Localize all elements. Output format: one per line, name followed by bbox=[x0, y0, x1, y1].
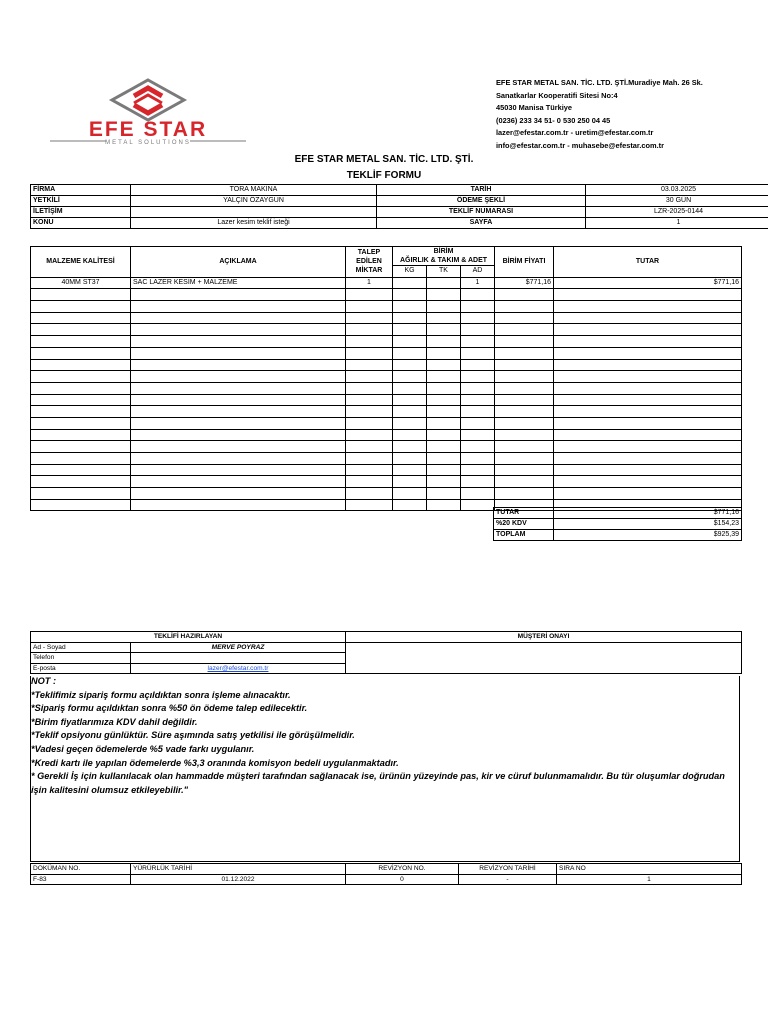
total-value: $771,16 bbox=[554, 508, 742, 519]
empty-cell bbox=[461, 406, 495, 418]
yetkili-label: YETKİLİ bbox=[31, 196, 131, 207]
yururluk-value: 01.12.2022 bbox=[131, 874, 346, 885]
item-miktar: 1 bbox=[346, 277, 393, 289]
header-kalite: MALZEME KALİTESİ bbox=[31, 247, 131, 278]
empty-table-row bbox=[31, 324, 742, 336]
empty-table-row bbox=[31, 347, 742, 359]
empty-cell bbox=[427, 476, 461, 488]
odeme-label: ÖDEME ŞEKLİ bbox=[377, 196, 586, 207]
empty-table-row bbox=[31, 382, 742, 394]
empty-cell bbox=[495, 301, 554, 313]
empty-cell bbox=[31, 324, 131, 336]
empty-cell bbox=[131, 417, 346, 429]
grand-total-value: $925,39 bbox=[554, 530, 742, 541]
sayfa-label: SAYFA bbox=[377, 218, 586, 229]
iletisim-value bbox=[131, 207, 377, 218]
empty-cell bbox=[393, 441, 427, 453]
empty-cell bbox=[131, 371, 346, 383]
prepared-email-link[interactable]: lazer@efestar.com.tr bbox=[207, 665, 269, 673]
total-label: TUTAR bbox=[494, 508, 554, 519]
note-item: *Birim fiyatlarımıza KDV dahil değildir. bbox=[31, 716, 198, 727]
name-label: Ad - Soyad bbox=[31, 642, 131, 653]
item-tk bbox=[427, 277, 461, 289]
rev-tarih-value: - bbox=[459, 874, 557, 885]
logo-mark bbox=[112, 80, 184, 120]
document-title: TEKLİF FORMU bbox=[346, 170, 422, 181]
empty-cell bbox=[31, 371, 131, 383]
empty-cell bbox=[131, 382, 346, 394]
empty-cell bbox=[393, 324, 427, 336]
empty-cell bbox=[393, 488, 427, 500]
empty-cell bbox=[393, 347, 427, 359]
empty-cell bbox=[427, 359, 461, 371]
empty-table-row bbox=[31, 476, 742, 488]
empty-cell bbox=[346, 394, 393, 406]
empty-table-row bbox=[31, 312, 742, 324]
company-emails: lazer@efestar.com.tr - uretim@efestar.com.tr bbox=[496, 128, 654, 138]
company-line: Sanatkarlar Kooperatifi Sitesi No:4 bbox=[496, 90, 618, 100]
company-line: EFE STAR METAL SAN. TİC. LTD. ŞTİ.Muradiye Mah. 26 Sk. bbox=[496, 78, 703, 87]
empty-cell bbox=[393, 499, 427, 511]
iletisim-label: İLETİŞİM bbox=[31, 207, 131, 218]
empty-cell bbox=[31, 453, 131, 465]
empty-cell bbox=[31, 312, 131, 324]
empty-cell bbox=[495, 394, 554, 406]
empty-cell bbox=[131, 464, 346, 476]
empty-cell bbox=[393, 406, 427, 418]
empty-cell bbox=[495, 371, 554, 383]
empty-cell bbox=[495, 289, 554, 301]
logo-wordmark: EFE STAR bbox=[88, 118, 208, 141]
prepared-name: MERVE POYRAZ bbox=[131, 642, 346, 653]
empty-cell bbox=[393, 359, 427, 371]
empty-cell bbox=[346, 336, 393, 348]
empty-cell bbox=[131, 312, 346, 324]
tarih-label: TARİH bbox=[377, 185, 586, 196]
empty-cell bbox=[461, 371, 495, 383]
empty-table-row bbox=[31, 359, 742, 371]
header-aciklama: AÇIKLAMA bbox=[131, 247, 346, 278]
empty-cell bbox=[427, 417, 461, 429]
note-item: * Gerekli İş için kullanılacak olan hammadde müşteri tarafından sağlanacak ise, ürünün yüzeyinde pas, kir ve cüruf bulunmamalıdır. Bu tür oluşumlar doğrudan işin kalitesini olumsuz etkileyebilir." bbox=[31, 771, 725, 795]
empty-cell bbox=[427, 382, 461, 394]
company-address-block bbox=[496, 77, 756, 153]
empty-cell bbox=[31, 488, 131, 500]
doc-no-value: F-83 bbox=[31, 874, 131, 885]
empty-cell bbox=[554, 336, 742, 348]
item-birim-fiyati: $771,16 bbox=[495, 277, 554, 289]
empty-cell bbox=[31, 499, 131, 511]
konu-label: KONU bbox=[31, 218, 131, 229]
item-kg bbox=[393, 277, 427, 289]
empty-cell bbox=[495, 347, 554, 359]
empty-cell bbox=[554, 464, 742, 476]
empty-cell bbox=[346, 371, 393, 383]
empty-cell bbox=[131, 453, 346, 465]
header-talep: TALEP EDİLEN MİKTAR bbox=[346, 247, 393, 278]
empty-cell bbox=[346, 406, 393, 418]
empty-cell bbox=[393, 289, 427, 301]
empty-cell bbox=[427, 289, 461, 301]
empty-cell bbox=[393, 429, 427, 441]
empty-table-row bbox=[31, 394, 742, 406]
empty-cell bbox=[461, 417, 495, 429]
empty-cell bbox=[346, 464, 393, 476]
empty-cell bbox=[554, 453, 742, 465]
empty-cell bbox=[346, 289, 393, 301]
empty-cell bbox=[461, 441, 495, 453]
empty-table-row bbox=[31, 301, 742, 313]
empty-cell bbox=[346, 359, 393, 371]
empty-table-row bbox=[31, 488, 742, 500]
empty-cell bbox=[393, 476, 427, 488]
empty-cell bbox=[461, 312, 495, 324]
notes-section bbox=[31, 675, 739, 797]
doc-no-label: DOKÜMAN NO. bbox=[31, 864, 131, 875]
empty-cell bbox=[554, 347, 742, 359]
empty-cell bbox=[31, 476, 131, 488]
empty-cell bbox=[495, 453, 554, 465]
customer-approval-area bbox=[346, 642, 742, 674]
empty-cell bbox=[554, 371, 742, 383]
empty-cell bbox=[427, 499, 461, 511]
empty-table-row bbox=[31, 441, 742, 453]
empty-cell bbox=[495, 324, 554, 336]
vat-label: %20 KDV bbox=[494, 519, 554, 530]
empty-cell bbox=[346, 347, 393, 359]
empty-cell bbox=[495, 359, 554, 371]
firma-label: FİRMA bbox=[31, 185, 131, 196]
empty-cell bbox=[393, 453, 427, 465]
empty-cell bbox=[495, 406, 554, 418]
empty-cell bbox=[131, 429, 346, 441]
efe-star-logo bbox=[48, 76, 248, 148]
logo-tagline: METAL SOLUTIONS bbox=[105, 140, 191, 146]
empty-cell bbox=[554, 429, 742, 441]
empty-cell bbox=[461, 453, 495, 465]
empty-cell bbox=[346, 499, 393, 511]
empty-cell bbox=[393, 336, 427, 348]
grand-total-label: TOPLAM bbox=[494, 530, 554, 541]
header-birim-fiyati: BİRİM FİYATI bbox=[495, 247, 554, 278]
empty-cell bbox=[554, 476, 742, 488]
yetkili-value: YALÇIN ÖZAYGUN bbox=[131, 196, 377, 207]
empty-cell bbox=[554, 406, 742, 418]
empty-table-row bbox=[31, 464, 742, 476]
empty-cell bbox=[461, 289, 495, 301]
empty-cell bbox=[31, 359, 131, 371]
empty-cell bbox=[131, 336, 346, 348]
empty-cell bbox=[554, 441, 742, 453]
empty-cell bbox=[461, 394, 495, 406]
yururluk-label: YÜRÜRLÜK TARİHİ bbox=[131, 864, 346, 875]
header-kg: KG bbox=[393, 266, 427, 278]
empty-table-row bbox=[31, 429, 742, 441]
empty-cell bbox=[554, 312, 742, 324]
empty-cell bbox=[31, 417, 131, 429]
sira-value: 1 bbox=[557, 874, 742, 885]
empty-cell bbox=[393, 312, 427, 324]
item-aciklama: SAC LAZER KESİM + MALZEME bbox=[131, 277, 346, 289]
empty-cell bbox=[461, 429, 495, 441]
empty-cell bbox=[427, 406, 461, 418]
empty-cell bbox=[554, 417, 742, 429]
empty-cell bbox=[495, 312, 554, 324]
empty-cell bbox=[346, 417, 393, 429]
empty-cell bbox=[31, 301, 131, 313]
empty-cell bbox=[393, 394, 427, 406]
empty-table-row bbox=[31, 289, 742, 301]
empty-cell bbox=[131, 324, 346, 336]
empty-cell bbox=[427, 394, 461, 406]
document-footer-table bbox=[30, 863, 742, 885]
empty-cell bbox=[31, 347, 131, 359]
table-row bbox=[31, 277, 742, 289]
empty-cell bbox=[427, 429, 461, 441]
note-item: *Sipariş formu açıldıktan sonra %50 ön ödeme talep edilecektir. bbox=[31, 703, 308, 714]
empty-cell bbox=[31, 289, 131, 301]
empty-cell bbox=[393, 382, 427, 394]
empty-table-row bbox=[31, 406, 742, 418]
approval-title: MÜŞTERİ ONAYI bbox=[346, 632, 742, 643]
empty-table-row bbox=[31, 453, 742, 465]
quote-info-table bbox=[30, 184, 768, 229]
empty-cell bbox=[554, 289, 742, 301]
empty-cell bbox=[346, 488, 393, 500]
empty-cell bbox=[427, 301, 461, 313]
rev-no-label: REVİZYON NO. bbox=[346, 864, 459, 875]
prepared-title: TEKLİFİ HAZIRLAYAN bbox=[31, 632, 346, 643]
empty-cell bbox=[461, 336, 495, 348]
items-table bbox=[30, 246, 742, 511]
empty-cell bbox=[427, 453, 461, 465]
totals-table bbox=[493, 507, 742, 541]
header-tk: TK bbox=[427, 266, 461, 278]
vat-value: $154,23 bbox=[554, 519, 742, 530]
empty-cell bbox=[31, 406, 131, 418]
empty-cell bbox=[495, 417, 554, 429]
empty-cell bbox=[393, 464, 427, 476]
empty-cell bbox=[31, 441, 131, 453]
empty-cell bbox=[495, 429, 554, 441]
header-birim: BİRİM AĞIRLIK & TAKIM & ADET bbox=[393, 247, 495, 266]
empty-cell bbox=[393, 371, 427, 383]
empty-cell bbox=[31, 336, 131, 348]
konu-value: Lazer kesim teklif isteği bbox=[131, 218, 377, 229]
empty-cell bbox=[131, 347, 346, 359]
empty-cell bbox=[554, 394, 742, 406]
empty-cell bbox=[554, 359, 742, 371]
empty-cell bbox=[427, 441, 461, 453]
empty-cell bbox=[31, 382, 131, 394]
empty-cell bbox=[427, 336, 461, 348]
empty-cell bbox=[131, 289, 346, 301]
company-phone: (0236) 233 34 51- 0 530 250 04 45 bbox=[496, 115, 611, 125]
phone-label: Telefon bbox=[31, 653, 131, 664]
empty-table-row bbox=[31, 417, 742, 429]
empty-cell bbox=[346, 301, 393, 313]
empty-cell bbox=[393, 417, 427, 429]
empty-cell bbox=[346, 324, 393, 336]
rev-no-value: 0 bbox=[346, 874, 459, 885]
empty-cell bbox=[495, 488, 554, 500]
sira-label: SIRA NO bbox=[557, 864, 742, 875]
empty-table-row bbox=[31, 371, 742, 383]
header-ad: AD bbox=[461, 266, 495, 278]
empty-cell bbox=[131, 406, 346, 418]
empty-cell bbox=[427, 347, 461, 359]
empty-cell bbox=[31, 429, 131, 441]
empty-cell bbox=[427, 371, 461, 383]
empty-cell bbox=[131, 476, 346, 488]
rev-tarih-label: REVİZYON TARİHİ bbox=[459, 864, 557, 875]
empty-cell bbox=[461, 359, 495, 371]
empty-cell bbox=[461, 499, 495, 511]
empty-cell bbox=[461, 301, 495, 313]
empty-cell bbox=[427, 464, 461, 476]
empty-cell bbox=[495, 382, 554, 394]
empty-table-row bbox=[31, 336, 742, 348]
note-item: *Teklifimiz sipariş formu açıldıktan sonra işleme alınacaktır. bbox=[31, 689, 291, 700]
teklif-no-value: LZR-2025-0144 bbox=[586, 207, 768, 218]
empty-cell bbox=[131, 441, 346, 453]
empty-cell bbox=[427, 488, 461, 500]
header-tutar: TUTAR bbox=[554, 247, 742, 278]
item-kalite: 40MM ST37 bbox=[31, 277, 131, 289]
empty-cell bbox=[427, 312, 461, 324]
empty-cell bbox=[461, 324, 495, 336]
document-company: EFE STAR METAL SAN. TİC. LTD. ŞTİ. bbox=[294, 154, 474, 165]
empty-cell bbox=[554, 324, 742, 336]
note-item: *Vadesi geçen ödemelerde %5 vade farkı uygulanır. bbox=[31, 743, 255, 754]
empty-cell bbox=[31, 394, 131, 406]
empty-cell bbox=[346, 429, 393, 441]
company-line: 45030 Manisa Türkiye bbox=[496, 103, 573, 113]
empty-cell bbox=[346, 476, 393, 488]
empty-cell bbox=[393, 301, 427, 313]
empty-cell bbox=[461, 464, 495, 476]
empty-cell bbox=[346, 312, 393, 324]
notes-title: NOT : bbox=[31, 676, 57, 686]
empty-cell bbox=[427, 324, 461, 336]
empty-cell bbox=[495, 336, 554, 348]
firma-value: TORA MAKİNA bbox=[131, 185, 377, 196]
empty-cell bbox=[346, 382, 393, 394]
note-item: *Teklif opsiyonu günlüktür. Süre aşımında satış yetkilisi ile görüşülmelidir. bbox=[31, 730, 355, 741]
empty-cell bbox=[131, 499, 346, 511]
empty-cell bbox=[31, 464, 131, 476]
prepared-phone bbox=[131, 653, 346, 664]
empty-cell bbox=[346, 453, 393, 465]
empty-cell bbox=[131, 359, 346, 371]
empty-cell bbox=[461, 476, 495, 488]
empty-cell bbox=[554, 301, 742, 313]
empty-cell bbox=[461, 488, 495, 500]
item-ad: 1 bbox=[461, 277, 495, 289]
odeme-value: 30 GÜN bbox=[586, 196, 768, 207]
empty-cell bbox=[131, 394, 346, 406]
prepared-by-table bbox=[30, 631, 742, 674]
sayfa-value: 1 bbox=[586, 218, 768, 229]
empty-cell bbox=[554, 488, 742, 500]
tarih-value: 03.03.2025 bbox=[586, 185, 768, 196]
note-item: *Kredi kartı ile yapılan ödemelerde %3,3 oranında komisyon bedeli uygulanmaktadır. bbox=[31, 757, 399, 768]
empty-cell bbox=[131, 301, 346, 313]
empty-cell bbox=[346, 441, 393, 453]
empty-cell bbox=[461, 347, 495, 359]
email-label: E-posta bbox=[31, 663, 131, 674]
teklif-no-label: TEKLİF NUMARASI bbox=[377, 207, 586, 218]
empty-cell bbox=[554, 382, 742, 394]
empty-cell bbox=[495, 441, 554, 453]
prepared-email-cell bbox=[131, 663, 346, 674]
empty-cell bbox=[495, 464, 554, 476]
empty-cell bbox=[461, 382, 495, 394]
item-tutar: $771,16 bbox=[554, 277, 742, 289]
company-emails: info@efestar.com.tr - muhasebe@efestar.com.tr bbox=[496, 140, 665, 150]
empty-cell bbox=[131, 488, 346, 500]
empty-cell bbox=[495, 476, 554, 488]
